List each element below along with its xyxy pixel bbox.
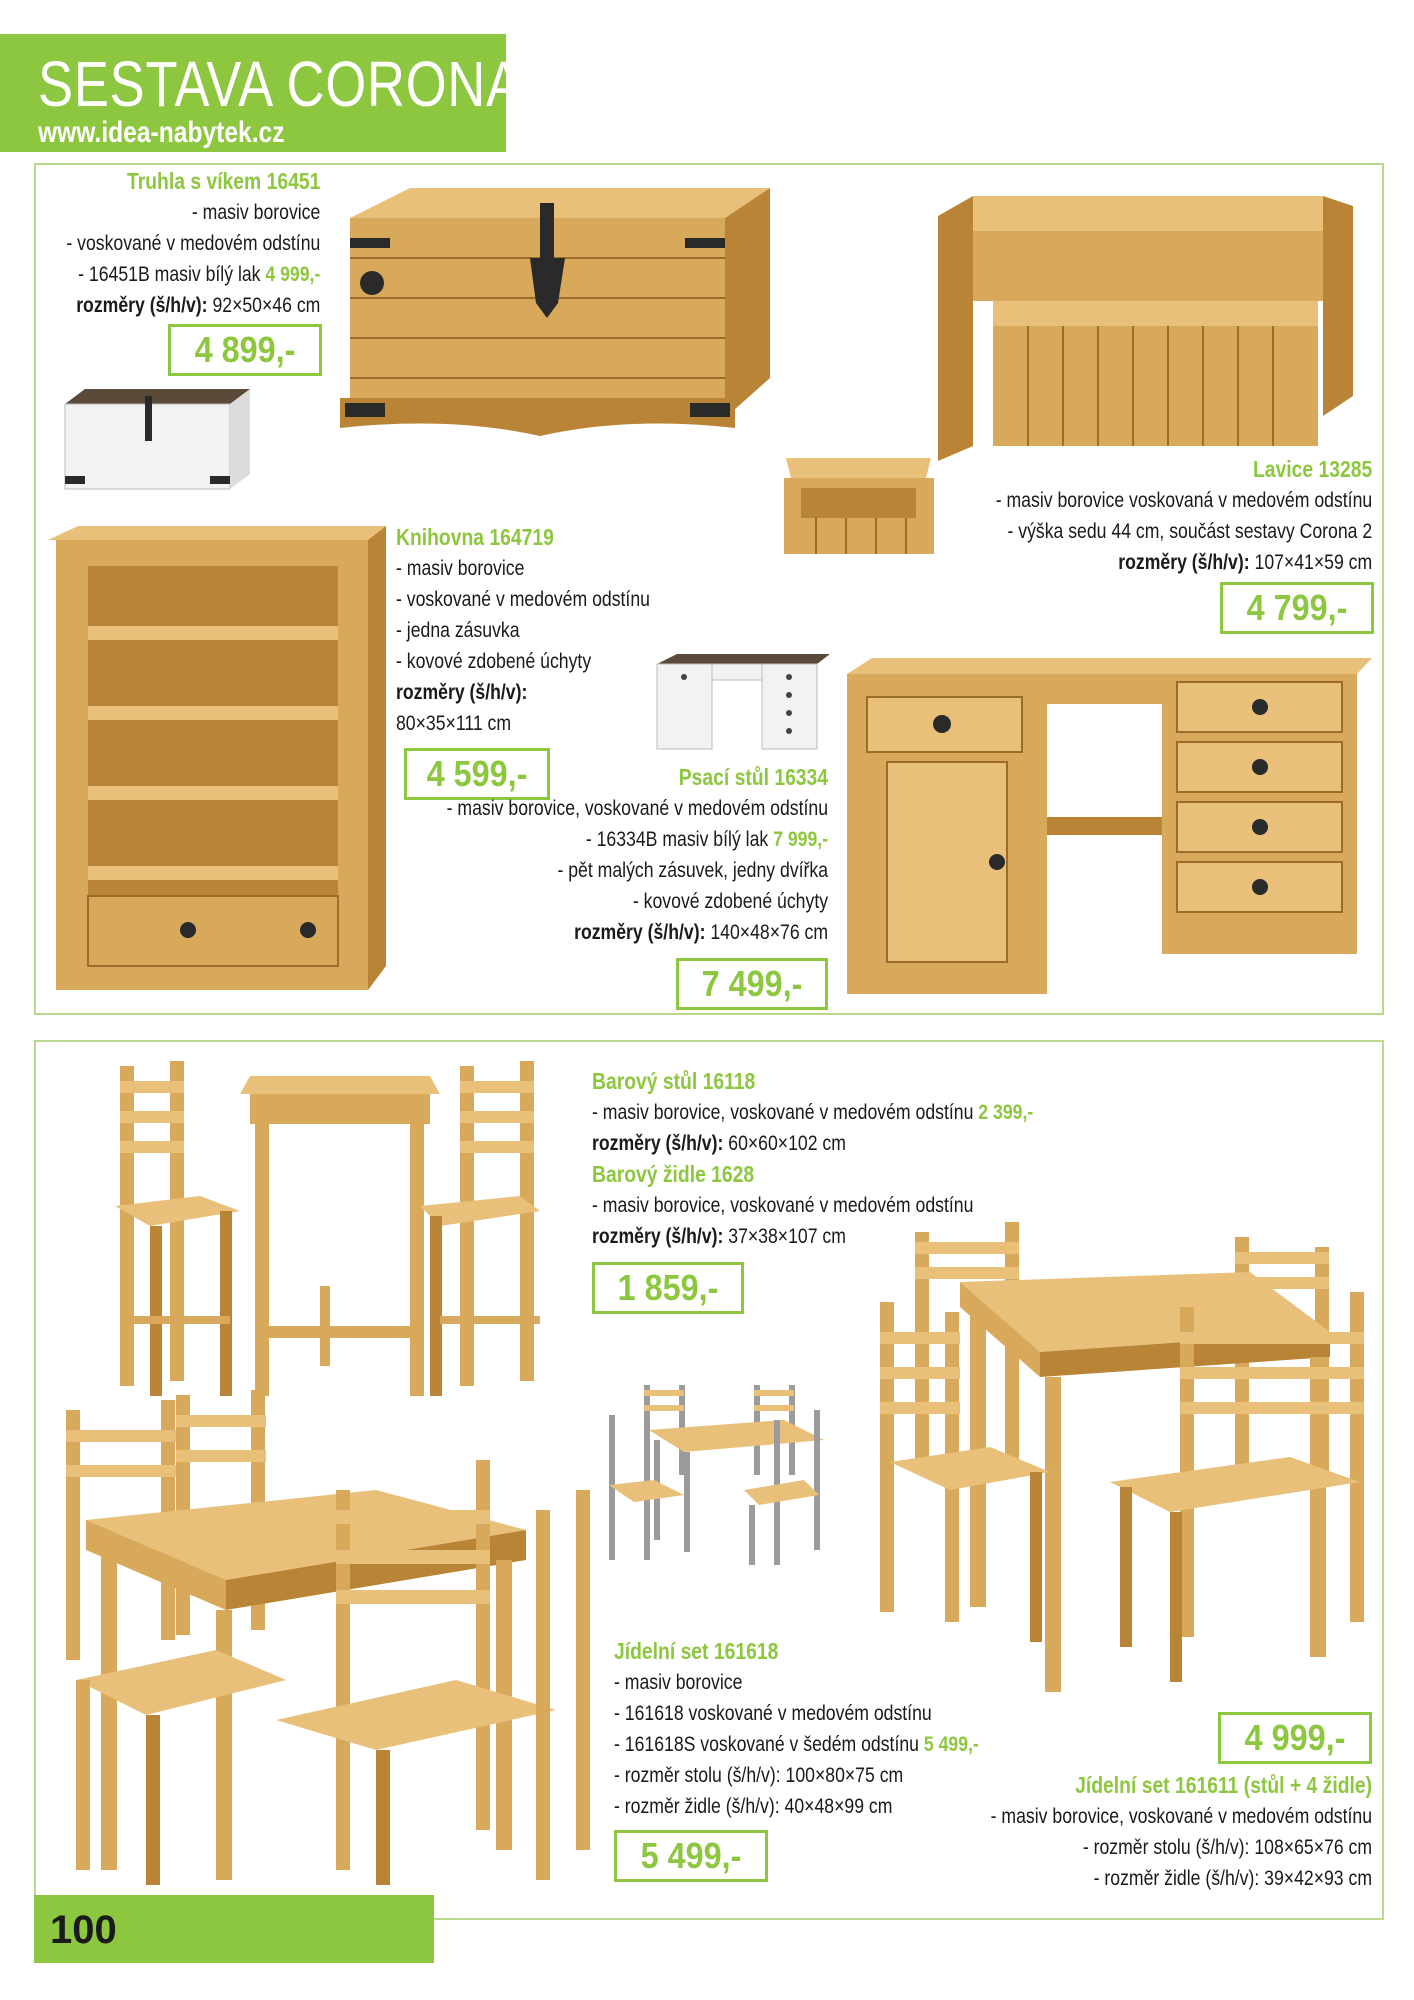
desk-image (842, 652, 1372, 1008)
dining-set-161618-line-4: - rozměr židle (š/h/v): 40×48×99 cm (614, 1795, 893, 1818)
bookcase-price: 4 599,- (404, 748, 550, 800)
chest-description (18, 166, 320, 321)
bookcase-line-2: - voskované v medovém odstínu (396, 588, 650, 611)
chest-line-2: - voskované v medovém odstínu (66, 232, 320, 255)
desk-line-1: - masiv borovice, voskované v medovém odstínu (446, 797, 828, 820)
bench-dims-label: rozměry (š/h/v): (1118, 551, 1250, 574)
desk-line-2: - pět malých zásuvek, jedny dvířka (557, 859, 828, 882)
desk-price: 7 499,- (676, 958, 828, 1010)
bar-table-dims-value: 60×60×102 cm (723, 1132, 846, 1155)
dining-set-161611-price: 4 999,- (1218, 1712, 1372, 1764)
desk-variant-price: 7 999,- (773, 828, 828, 851)
desk-dims-label: rozměry (š/h/v): (574, 921, 706, 944)
bar-table-description (592, 1066, 1117, 1252)
dining-set-161611-title: Jídelní set 161611 (stůl + 4 židle) (1075, 1772, 1372, 1798)
dining-set-161618-variant-text: - 161618S voskované v šedém odstínu (614, 1733, 924, 1756)
page-title: SESTAVA CORONA (38, 48, 522, 120)
bar-table-line-price: 2 399,- (978, 1101, 1034, 1124)
desk-title: Psací stůl 16334 (678, 764, 828, 790)
bar-table-dims (592, 1128, 1033, 1159)
bar-chair-price: 1 859,- (592, 1262, 744, 1314)
chest-line-1: - masiv borovice (191, 201, 320, 224)
bench-line-1: - masiv borovice voskovaná v medovém odstínu (995, 489, 1372, 512)
dining-set-161618-price: 5 499,- (614, 1830, 768, 1882)
bookcase-dims-value: 80×35×111 cm (396, 712, 512, 735)
desk-variant-text: - 16334B masiv bílý lak (585, 828, 774, 851)
bookcase-dims-label: rozměry (š/h/v): (396, 681, 528, 704)
bench-dims (996, 547, 1372, 578)
desk-dims-value: 140×48×76 cm (705, 921, 828, 944)
dining-set-grey-image (604, 1380, 830, 1570)
bench-dims-value: 107×41×59 cm (1249, 551, 1372, 574)
desk-dims (447, 917, 828, 948)
chest-price: 4 899,- (168, 324, 322, 376)
bench-description (924, 454, 1372, 578)
bar-table-line (592, 1097, 1033, 1128)
page-number: 100 (50, 1908, 117, 1952)
chest-variant-text: - 16451B masiv bílý lak (77, 263, 266, 286)
bar-table-title: Barový stůl 16118 (592, 1068, 756, 1094)
bar-table-line-text: - masiv borovice, voskované v medovém odstínu (592, 1101, 979, 1124)
chest-white-image (60, 384, 252, 502)
dining-set-161618-line-1: - masiv borovice (614, 1671, 743, 1694)
bookcase-line-4: - kovové zdobené úchyty (396, 650, 592, 673)
bar-chair-dims (592, 1221, 1033, 1252)
desk-variant (447, 824, 828, 855)
bar-chair-dims-value: 37×38×107 cm (723, 1225, 846, 1248)
dining-set-161618-variant-price: 5 499,- (923, 1733, 979, 1756)
website-url[interactable]: www.idea-nabytek.cz (38, 116, 285, 149)
dining-set-161618-title: Jídelní set 161618 (614, 1638, 779, 1664)
chest-image (330, 178, 780, 440)
chest-variant-price: 4 999,- (265, 263, 320, 286)
dining-set-161618-image (56, 1380, 596, 1892)
dining-set-161611-description (918, 1770, 1372, 1894)
bar-chair-title: Barový židle 1628 (592, 1161, 755, 1187)
dining-set-161618-line-2: - 161618 voskované v medovém odstínu (614, 1702, 932, 1725)
bar-set-image (110, 1056, 550, 1406)
chest-title: Truhla s víkem 16451 (126, 168, 320, 194)
bench-title: Lavice 13285 (1252, 456, 1372, 482)
bar-table-dims-label: rozměry (š/h/v): (592, 1132, 724, 1155)
dining-set-161618-line-3: - rozměr stolu (š/h/v): 100×80×75 cm (614, 1764, 904, 1787)
chest-variant (66, 259, 320, 290)
bench-line-2: - výška sedu 44 cm, součást sestavy Corona 2 (1007, 520, 1372, 543)
dining-set-161611-line-2: - rozměr stolu (š/h/v): 108×65×76 cm (1082, 1836, 1372, 1859)
dining-set-161611-line-1: - masiv borovice, voskované v medovém odstínu (990, 1805, 1372, 1828)
bookcase-title: Knihovna 164719 (396, 524, 554, 550)
dining-set-161611-line-3: - rozměr židle (š/h/v): 39×42×93 cm (1093, 1867, 1372, 1890)
bench-image (928, 176, 1358, 466)
chest-dims (66, 290, 320, 321)
dining-set-161618-variant (614, 1729, 979, 1760)
bookcase-description (396, 522, 698, 739)
chest-dims-label: rozměry (š/h/v): (75, 294, 208, 317)
bench-price: 4 799,- (1220, 582, 1374, 634)
desk-line-3: - kovové zdobené úchyty (632, 890, 828, 913)
bench-open-image (776, 448, 942, 562)
desk-description (374, 762, 828, 948)
chest-dims-value: 92×50×46 cm (207, 294, 320, 317)
bookcase-image (48, 526, 386, 1000)
bar-chair-line-1: - masiv borovice, voskované v medovém odstínu (592, 1194, 974, 1217)
bar-chair-dims-label: rozměry (š/h/v): (592, 1225, 724, 1248)
bookcase-line-1: - masiv borovice (396, 557, 525, 580)
bookcase-line-3: - jedna zásuvka (396, 619, 520, 642)
